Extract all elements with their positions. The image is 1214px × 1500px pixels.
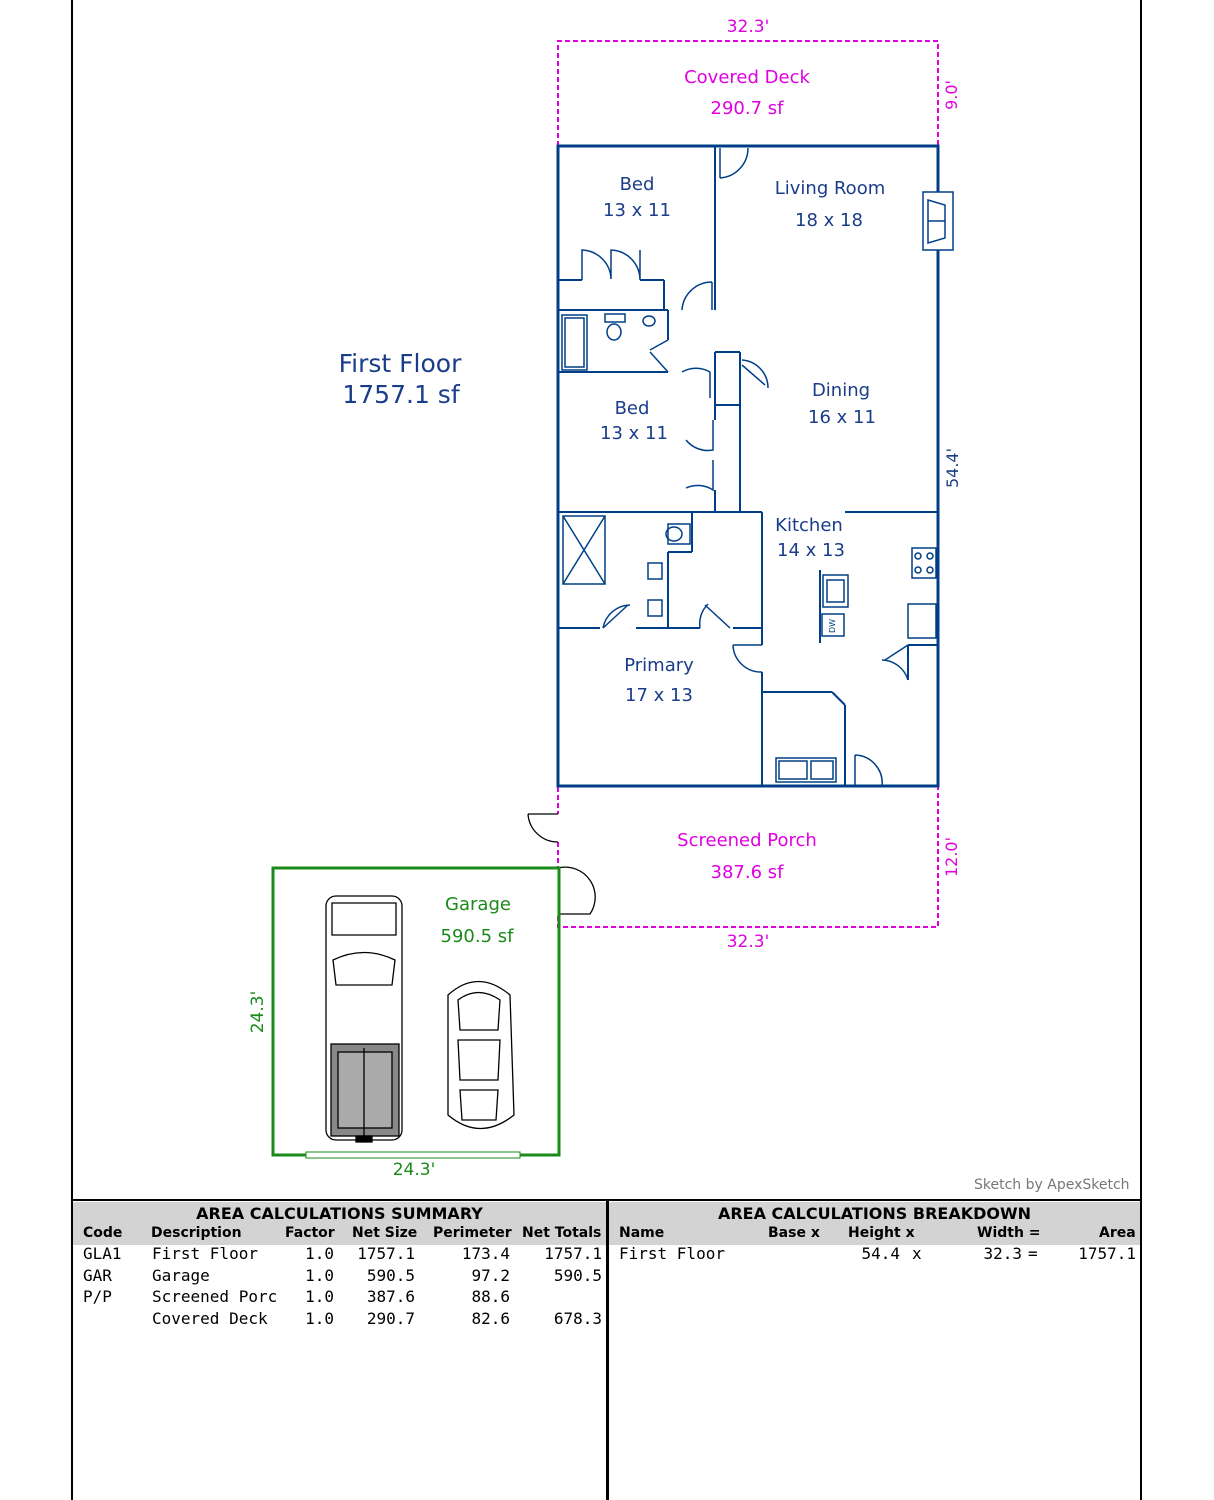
summary-row-2-net-size: 590.5	[366, 1266, 415, 1285]
screened-porch	[558, 787, 961, 952]
breakdown-col-width: Width =	[977, 1225, 1041, 1241]
breakdown-row-1-height: 54.4	[861, 1244, 900, 1263]
room-bed-1-size: 13 x 11	[603, 200, 671, 221]
deck-depth-dim: 9.0'	[942, 80, 961, 110]
summary-row-3-perimeter: 88.6	[471, 1287, 510, 1306]
garage-width-dim: 24.3'	[392, 1160, 436, 1180]
bathroom-fixtures	[562, 314, 690, 616]
room-primary-size: 17 x 13	[625, 685, 693, 706]
summary-row-2-perimeter: 97.2	[471, 1266, 510, 1285]
room-primary-name: Primary	[624, 655, 694, 676]
summary-row-2-factor: 1.0	[305, 1266, 334, 1285]
summary-row-1-perimeter: 173.4	[461, 1244, 510, 1263]
summary-row-1-description: First Floor	[152, 1244, 258, 1263]
room-living-name: Living Room	[774, 178, 886, 199]
room-dining-size: 16 x 11	[808, 407, 876, 428]
summary-row-3-description: Screened Porc	[152, 1287, 278, 1306]
summary-row-1-factor: 1.0	[305, 1244, 334, 1263]
garage-area: 590.5 sf	[440, 926, 514, 947]
summary-row-2-net-total: 590.5	[553, 1266, 602, 1285]
summary-col-factor: Factor	[285, 1225, 335, 1241]
room-kitchen-name: Kitchen	[775, 515, 843, 536]
summary-row-1-net-total: 1757.1	[544, 1244, 602, 1263]
porch-doors	[528, 814, 595, 914]
porch-width-dim: 32.3'	[726, 932, 770, 952]
pickup-truck-icon	[326, 896, 402, 1142]
summary-row-2-description: Garage	[152, 1266, 210, 1285]
sketch-credit: Sketch by ApexSketch	[974, 1177, 1130, 1193]
garage-name: Garage	[445, 894, 511, 915]
breakdown-row-1-area: 1757.1	[1078, 1244, 1136, 1263]
room-labels	[600, 174, 885, 706]
dw-label: DW	[828, 618, 837, 634]
summary-row-4-net-total: 678.3	[553, 1309, 602, 1328]
room-bed-1-name: Bed	[619, 174, 655, 195]
room-kitchen-size: 14 x 13	[777, 540, 845, 561]
garage-depth-dim: 24.3'	[248, 990, 268, 1034]
fireplace-icon	[923, 192, 953, 250]
room-bed-2-name: Bed	[614, 398, 650, 419]
deck-width-dim: 32.3'	[726, 17, 770, 37]
breakdown-col-area: Area	[1099, 1225, 1136, 1241]
summary-row-4-factor: 1.0	[305, 1309, 334, 1328]
summary-row-1-code: GLA1	[83, 1244, 122, 1263]
summary-row-2-code: GAR	[83, 1266, 112, 1285]
breakdown-row-1-width: 32.3	[983, 1244, 1022, 1263]
summary-row-4-net-size: 290.7	[366, 1309, 415, 1328]
room-bed-2-size: 13 x 11	[600, 423, 668, 444]
breakdown-col-name: Name	[619, 1225, 665, 1241]
floor-area: 1757.1 sf	[342, 380, 460, 409]
room-dining-name: Dining	[811, 380, 871, 401]
summary-title: AREA CALCULATIONS SUMMARY	[196, 1204, 483, 1223]
room-living-size: 18 x 18	[795, 210, 863, 231]
porch-depth-dim: 12.0'	[942, 836, 961, 878]
summary-col-description: Description	[151, 1225, 242, 1241]
breakdown-row-1-name: First Floor	[619, 1244, 725, 1263]
breakdown-title: AREA CALCULATIONS BREAKDOWN	[717, 1204, 1032, 1223]
summary-col-code: Code	[83, 1225, 123, 1241]
breakdown-col-height: Height x	[848, 1225, 915, 1241]
porch-area: 387.6 sf	[710, 862, 784, 883]
porch-name: Screened Porch	[677, 830, 817, 851]
summary-col-net-totals: Net Totals	[522, 1225, 602, 1241]
summary-row-3-factor: 1.0	[305, 1287, 334, 1306]
summary-row-3-net-size: 387.6	[366, 1287, 415, 1306]
summary-row-1-net-size: 1757.1	[357, 1244, 415, 1263]
kitchen-fixtures	[776, 548, 936, 782]
floor-label: First Floor	[338, 349, 462, 378]
garage	[248, 868, 559, 1180]
deck-name: Covered Deck	[684, 67, 810, 88]
summary-row-3-code: P/P	[83, 1287, 112, 1306]
breakdown-row-1-times: x	[912, 1244, 922, 1263]
summary-row-4-description: Covered Deck	[152, 1309, 268, 1328]
summary-row-4-perimeter: 82.6	[471, 1309, 510, 1328]
breakdown-row-1-equals: =	[1028, 1244, 1038, 1263]
deck-area: 290.7 sf	[710, 98, 784, 119]
covered-deck	[558, 17, 961, 146]
summary-col-perimeter: Perimeter	[433, 1225, 512, 1241]
sports-car-icon	[448, 982, 514, 1129]
house-depth-dim: 54.4'	[943, 447, 962, 489]
main-house	[558, 146, 953, 786]
breakdown-col-base: Base x	[768, 1225, 820, 1241]
summary-col-net-size: Net Size	[352, 1225, 418, 1241]
